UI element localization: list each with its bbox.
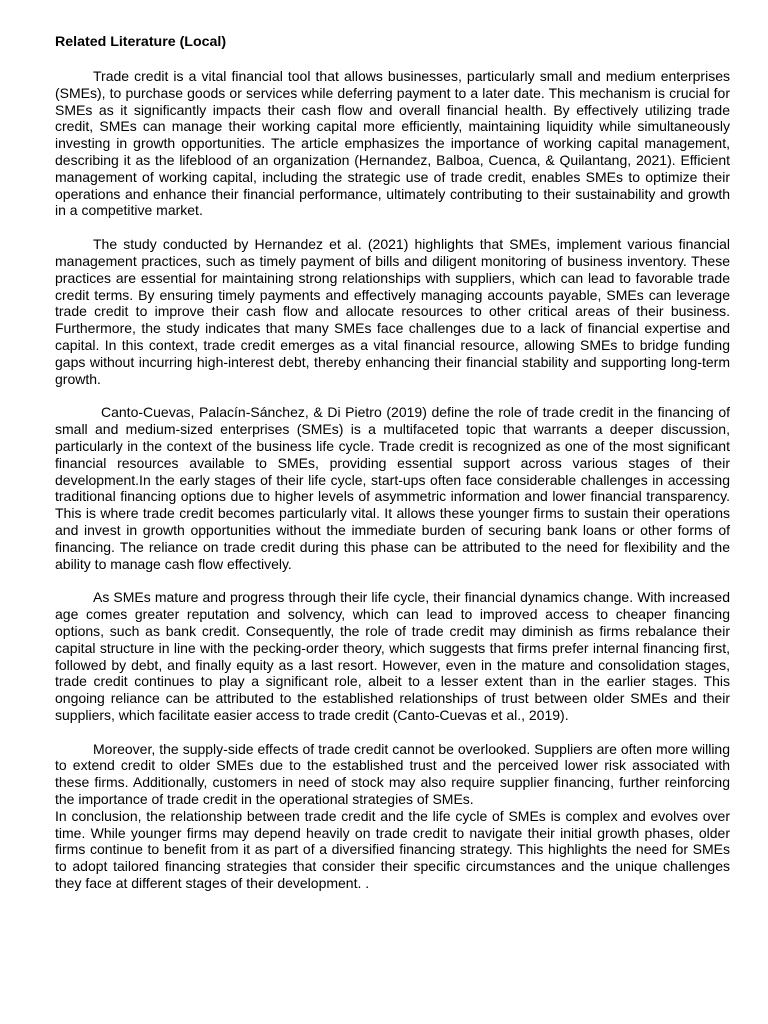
paragraph-sme-maturity: As SMEs mature and progress through their life cycle, their financial dynamics change. With increased age comes greater reputation and solvency, which can lead to improved access to cheaper financing options, such as bank credit. Consequently, the role of trade credit may diminish as firms rebalance their capital structure in line with the pecking-order theory, which suggests that firms prefer internal financing first, followed by debt, and finally equity as a last resort. However, even in the mature and consolidation stages, trade credit continues to play a significant role, albeit to a lesser extent than in the earlier stages. This ongoing reliance can be attributed to the established relationships of trust between older SMEs and their suppliers, which facilitate easier access to trade credit (Canto-Cuevas et al., 2019). bbox=[55, 589, 730, 723]
paragraph-hernandez-study: The study conducted by Hernandez et al. (2021) highlights that SMEs, implement various financial management practices, such as timely payment of bills and diligent monitoring of business inventory. These practices are essential for maintaining strong relationships with suppliers, which can lead to favorable trade credit terms. By ensuring timely payments and effectively managing accounts payable, SMEs can leverage trade credit to improve their cash flow and allocate resources to other critical areas of their business. Furthermore, the study indicates that many SMEs face challenges due to a lack of financial expertise and capital. In this context, trade credit emerges as a vital financial resource, allowing SMEs to bridge funding gaps without incurring high-interest debt, thereby enhancing their financial stability and supporting long-term growth. bbox=[55, 236, 730, 387]
paragraph-canto-cuevas: Canto-Cuevas, Palacín-Sánchez, & Di Pietro (2019) define the role of trade credit in the financing of small and medium-sized enterprises (SMEs) is a multifaceted topic that warrants a deeper discussion, particularly in the context of the business life cycle. Trade credit is recognized as one of the most significant financial resources available to SMEs, providing essential support across various stages of their development.In the early stages of their life cycle, start-ups often face considerable challenges in accessing traditional financing options due to higher levels of asymmetric information and lower financial transparency. This is where trade credit becomes particularly vital. It allows these younger firms to sustain their operations and invest in growth opportunities without the immediate burden of securing bank loans or other forms of financing. The reliance on trade credit during this phase can be attributed to the need for flexibility and the ability to manage cash flow effectively. bbox=[55, 404, 730, 572]
paragraph-trade-credit-intro: Trade credit is a vital financial tool that allows businesses, particularly small and medium enterprises (SMEs), to purchase goods or services while deferring payment to a later date. This mechanism is crucial for SMEs as it significantly impacts their cash flow and overall financial health. By effectively utilizing trade credit, SMEs can manage their working capital more efficiently, maintaining liquidity while simultaneously investing in growth opportunities. The article emphasizes the importance of working capital management, describing it as the lifeblood of an organization (Hernandez, Balboa, Cuenca, & Quilantang, 2021). Efficient management of working capital, including the strategic use of trade credit, enables SMEs to optimize their operations and enhance their financial performance, ultimately contributing to their sustainability and growth in a competitive market. bbox=[55, 68, 730, 219]
paragraph-conclusion: In conclusion, the relationship between trade credit and the life cycle of SMEs is complex and evolves over time. While younger firms may depend heavily on trade credit to navigate their initial growth phases, older firms continue to benefit from it as part of a diversified financing strategy. This highlights the need for SMEs to adopt tailored financing strategies that consider their specific circumstances and the unique challenges they face at different stages of their development. . bbox=[55, 807, 730, 892]
paragraph-supply-side: Moreover, the supply-side effects of trade credit cannot be overlooked. Suppliers are often more willing to extend credit to older SMEs due to the established trust and the perceived lower risk associated with these firms. Additionally, customers in need of stock may also require supplier financing, further reinforcing the importance of trade credit in the operational strategies of SMEs. bbox=[55, 740, 730, 808]
section-heading: Related Literature (Local) bbox=[55, 34, 227, 50]
